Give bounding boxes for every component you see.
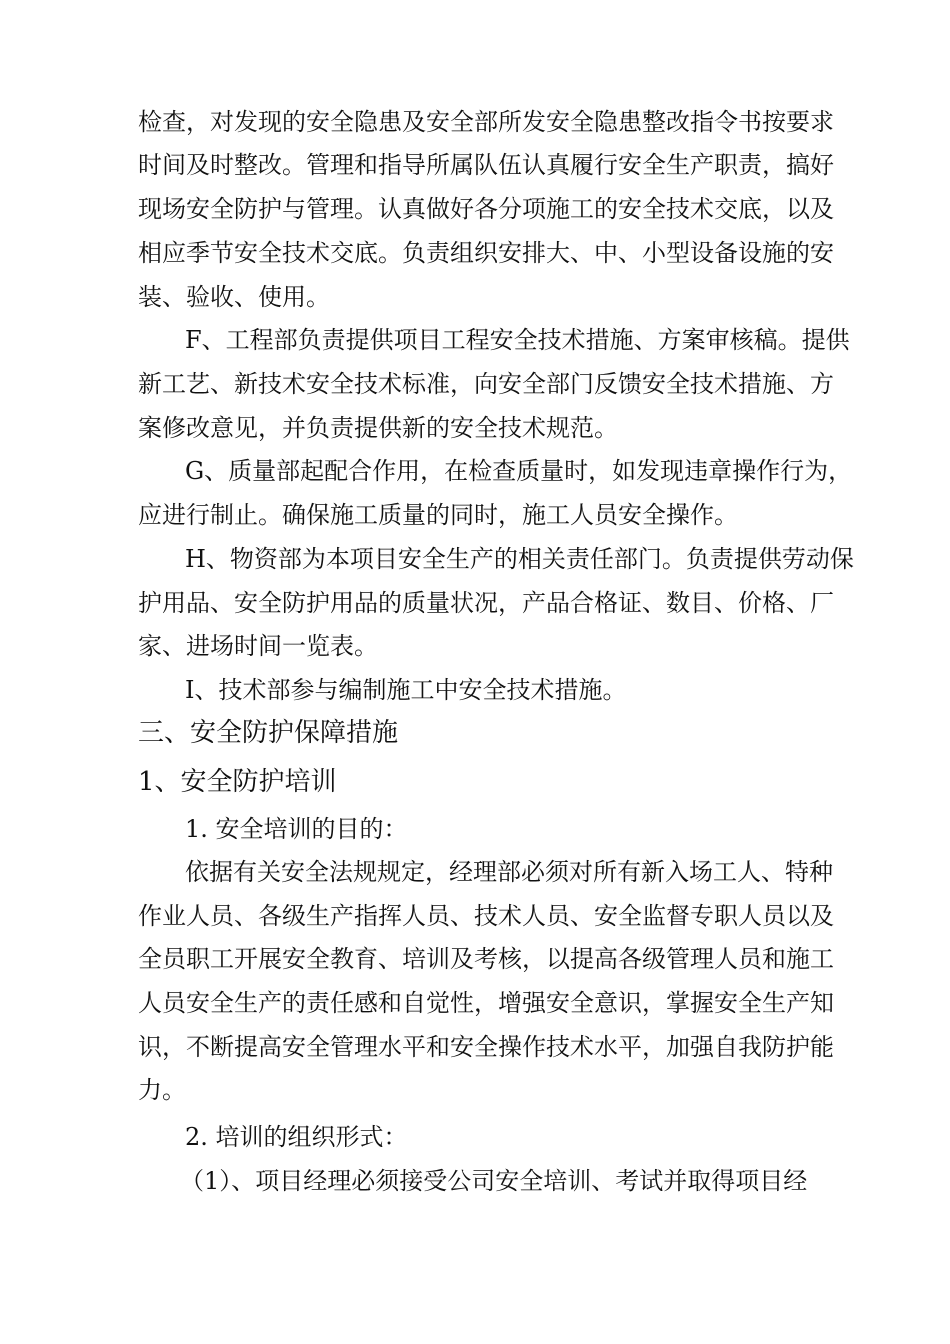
paragraph-line: 装、验收、使用。 <box>138 283 330 311</box>
paragraph-line: 相应季节安全技术交底。负责组织安排大、中、小型设备设施的安 <box>138 239 834 267</box>
paragraph-line: 力。 <box>138 1076 186 1104</box>
paragraph-line-h: H、物资部为本项目安全生产的相关责任部门。负责提供劳动保 <box>185 545 854 573</box>
paragraph-line: 全员职工开展安全教育、培训及考核，以提高各级管理人员和施工 <box>138 945 834 973</box>
paragraph-line-i: I、技术部参与编制施工中安全技术措施。 <box>185 676 627 704</box>
paragraph-line: 新工艺、新技术安全技术标准，向安全部门反馈安全技术措施、方 <box>138 370 834 398</box>
paragraph-line: 人员安全生产的责任感和自觉性，增强安全意识，掌握安全生产知 <box>138 989 834 1017</box>
paragraph-line: 时间及时整改。管理和指导所属队伍认真履行安全生产职责，搞好 <box>138 151 834 179</box>
item-heading: 1. 安全培训的目的： <box>185 815 408 843</box>
paragraph-line: 识，不断提高安全管理水平和安全操作技术水平，加强自我防护能 <box>138 1033 834 1061</box>
paragraph-line: 案修改意见，并负责提供新的安全技术规范。 <box>138 414 618 442</box>
paragraph-line: 依据有关安全法规规定，经理部必须对所有新入场工人、特种 <box>185 858 833 886</box>
subsection-heading: 1、安全防护培训 <box>138 767 337 797</box>
paragraph-line: 应进行制止。确保施工质量的同时，施工人员安全操作。 <box>138 501 738 529</box>
paragraph-line: 护用品、安全防护用品的质量状况，产品合格证、数目、价格、厂 <box>138 589 834 617</box>
paragraph-line: （1）、项目经理必须接受公司安全培训、考试并取得项目经 <box>180 1167 808 1195</box>
paragraph-line: 家、进场时间一览表。 <box>138 632 378 660</box>
paragraph-line-f: F、工程部负责提供项目工程安全技术措施、方案审核稿。提供 <box>185 326 850 354</box>
paragraph-line-g: G、质量部起配合作用，在检查质量时，如发现违章操作行为， <box>185 457 853 485</box>
paragraph-line: 现场安全防护与管理。认真做好各分项施工的安全技术交底，以及 <box>138 195 834 223</box>
paragraph-line: 作业人员、各级生产指挥人员、技术人员、安全监督专职人员以及 <box>138 902 834 930</box>
section-heading: 三、安全防护保障措施 <box>138 718 399 748</box>
item-heading: 2. 培训的组织形式： <box>185 1123 408 1151</box>
paragraph-line: 检查，对发现的安全隐患及安全部所发安全隐患整改指令书按要求 <box>138 108 834 136</box>
